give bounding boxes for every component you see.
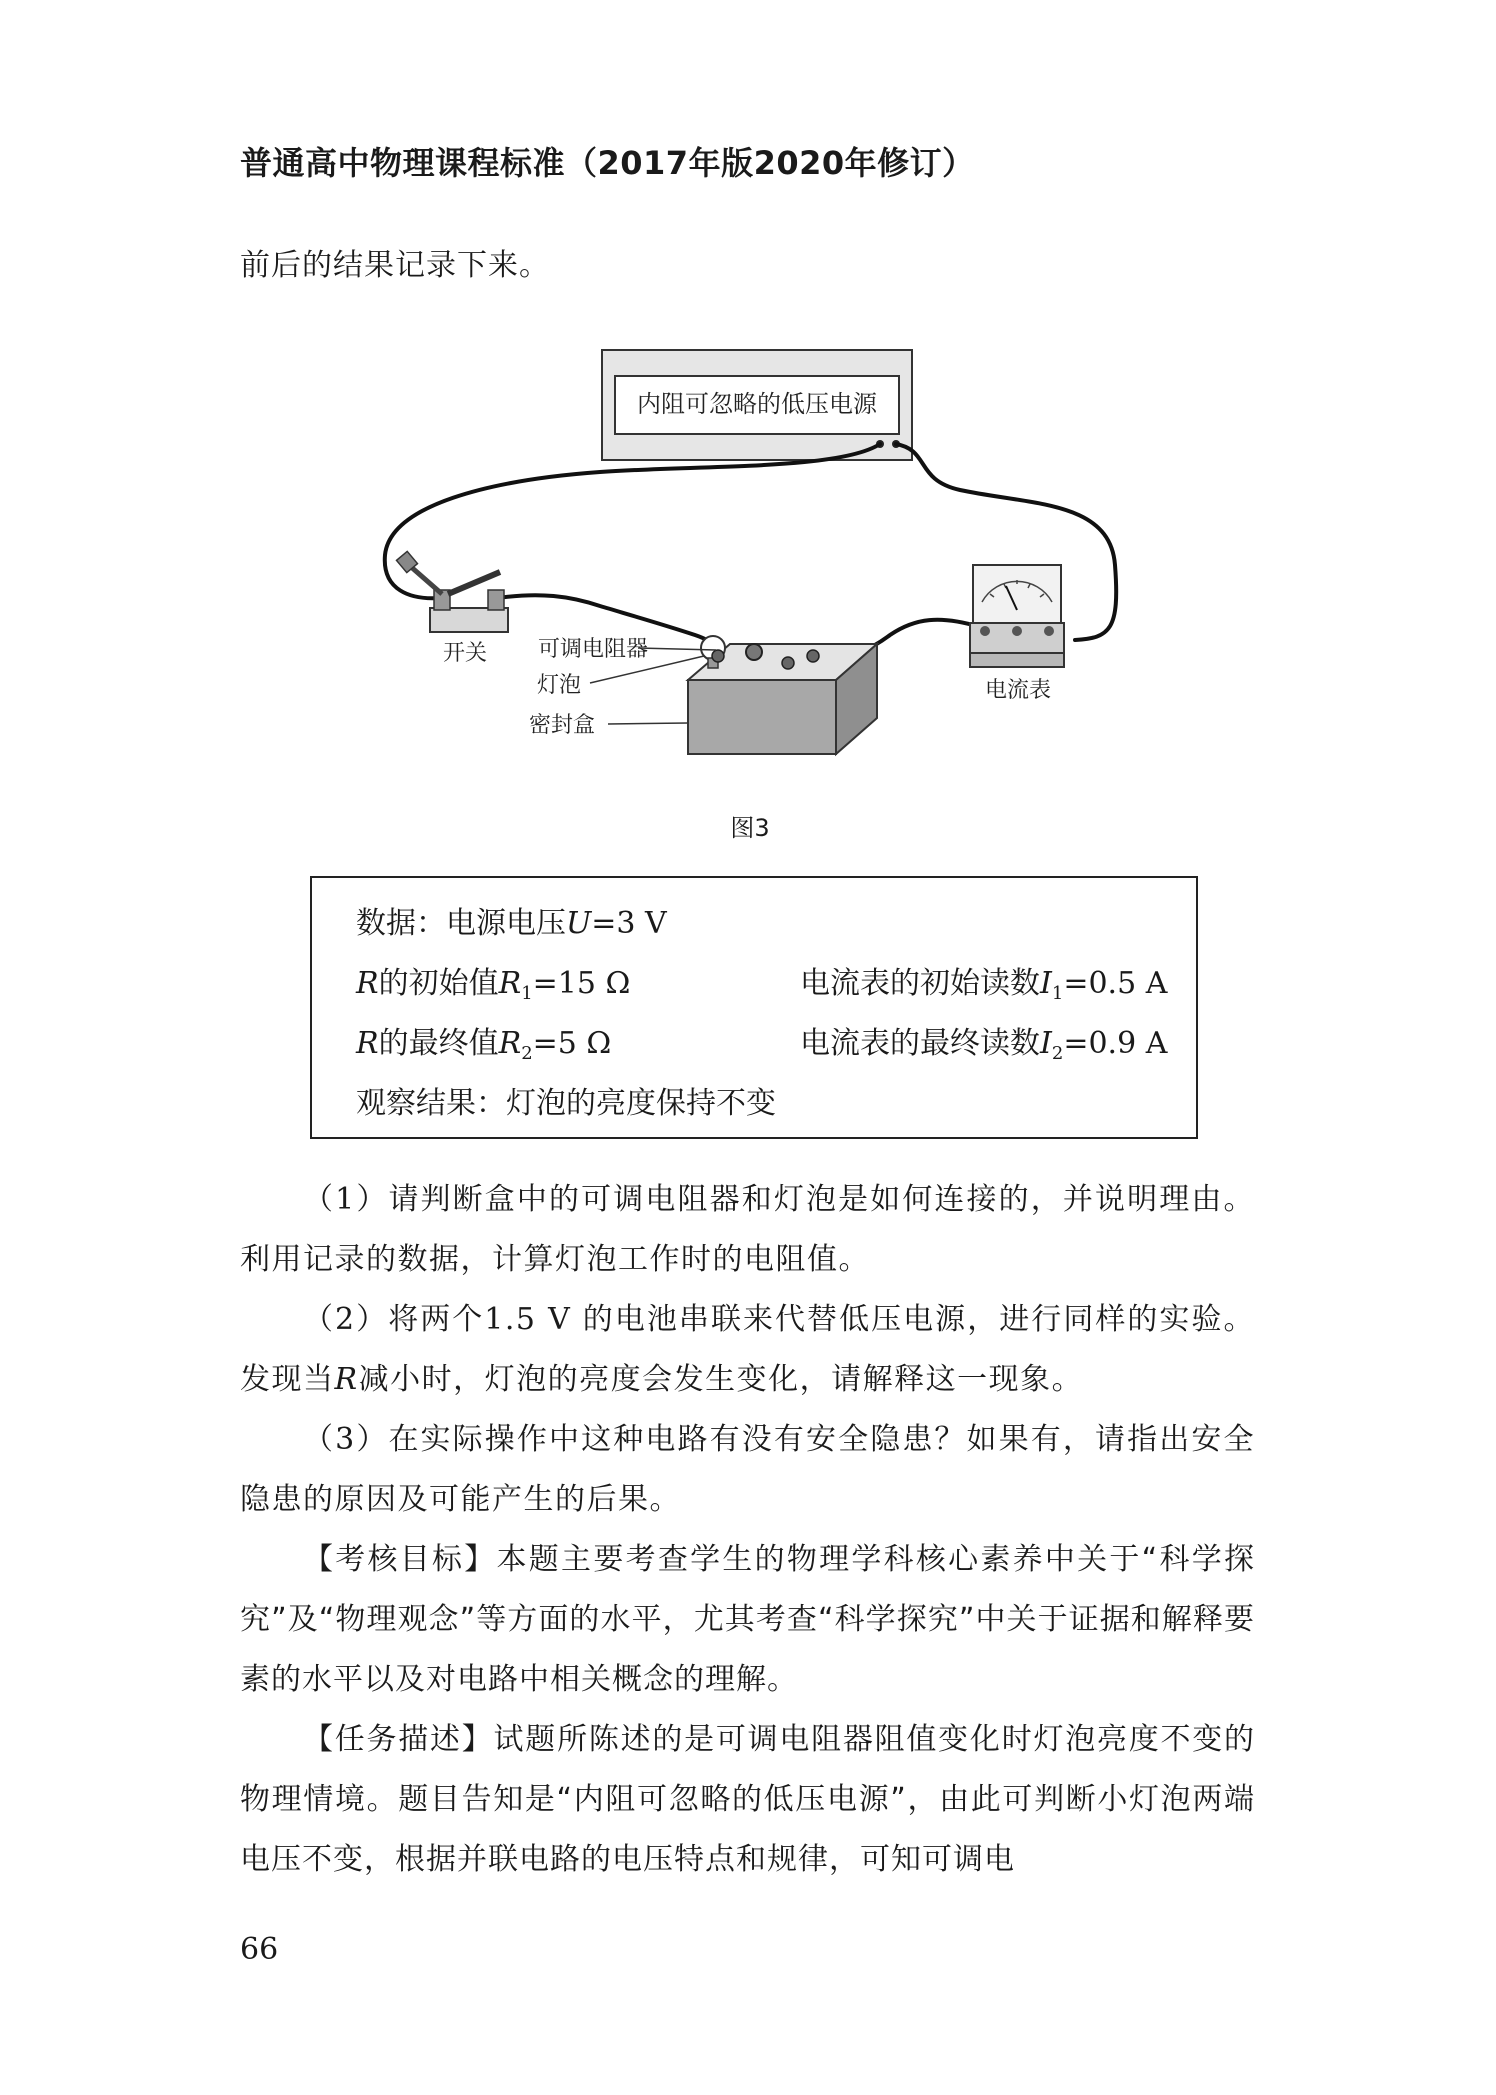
data-line-voltage: 数据：电源电压U=3 V bbox=[356, 906, 667, 941]
wire-supply-to-switch bbox=[385, 444, 880, 598]
figure-caption: 图3 bbox=[730, 814, 770, 842]
ammeter bbox=[970, 565, 1064, 703]
page-number: 66 bbox=[240, 1932, 279, 1967]
data-line-final: R的最终值$R_2=5$ Ω 电流表的最终读数$I_2=0.9$ A bbox=[356, 1018, 611, 1062]
ammeter-label: 电流表 bbox=[984, 678, 1052, 703]
power-supply bbox=[602, 350, 912, 460]
data-line-observation: 观察结果：灯泡的亮度保持不变 bbox=[356, 1086, 776, 1121]
power-supply-label: 内阻可忽略的低压电源 bbox=[637, 390, 877, 418]
running-header: 普通高中物理课程标准（2017年版2020年修订） bbox=[240, 144, 975, 182]
assessment-goal: 【考核目标】本题主要考查学生的物理学科核心素养中关于“科学探究”及“物理观念”等方面的水平，尤其考查“科学探究”中关于证据和解释要素的水平以及对电路中相关概念的理解。 bbox=[240, 1542, 1255, 1697]
lead-text: 前后的结果记录下来。 bbox=[240, 248, 550, 283]
sealed-box bbox=[688, 636, 877, 754]
circuit-figure bbox=[370, 340, 1130, 800]
circuit-diagram bbox=[370, 340, 1130, 800]
rheostat-knob-icon bbox=[746, 644, 762, 660]
bulb-label: 灯泡 bbox=[537, 673, 582, 698]
initial-current-reading: 电流表的初始读数$I_1=0.5$ A bbox=[800, 966, 1168, 1004]
question-3: （3）在实际操作中这种电路有没有安全隐患？如果有，请指出安全隐患的原因及可能产生的后果。 bbox=[240, 1422, 1255, 1517]
data-line-initial: R的初始值$R_1=15$ Ω 电流表的初始读数$I_1=0.5$ A bbox=[356, 958, 630, 1002]
data-box bbox=[310, 876, 1198, 1139]
question-1: （1）请判断盒中的可调电阻器和灯泡是如何连接的，并说明理由。利用记录的数据，计算灯泡工作时的电阻值。 bbox=[240, 1182, 1255, 1277]
box-label: 密封盒 bbox=[529, 713, 596, 738]
knife-switch bbox=[396, 551, 508, 666]
rheostat-label: 可调电阻器 bbox=[538, 637, 649, 662]
final-current-reading: 电流表的最终读数$I_2=0.9$ A bbox=[800, 1026, 1168, 1064]
switch-label: 开关 bbox=[442, 641, 488, 666]
task-description: 【任务描述】试题所陈述的是可调电阻器阻值变化时灯泡亮度不变的物理情境。题目告知是“内阻可忽略的低压电源”，由此可判断小灯泡两端电压不变，根据并联电路的电压特点和规律，可知可调电 bbox=[240, 1722, 1255, 1877]
question-2: （2）将两个1.5 V 的电池串联来代替低压电源，进行同样的实验。发现当R减小时，灯泡的亮度会发生变化，请解释这一现象。 bbox=[240, 1302, 1255, 1397]
